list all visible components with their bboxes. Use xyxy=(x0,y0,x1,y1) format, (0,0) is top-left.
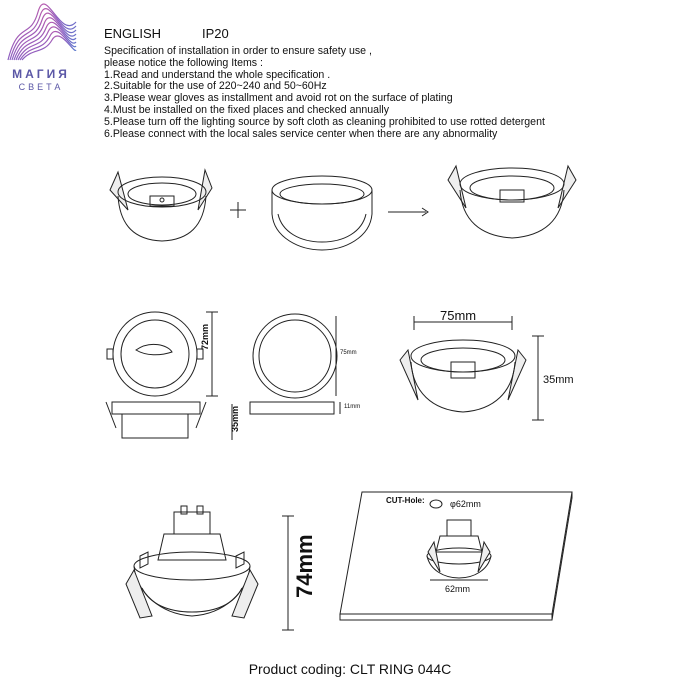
spec-line: Specification of installation in order to ensure safety use , xyxy=(104,45,372,57)
dim-depth-35: 35mm xyxy=(230,405,240,432)
ring-top-view xyxy=(250,314,340,414)
cut-hole-label: CUT-Hole: xyxy=(386,496,425,505)
cut-hole-panel xyxy=(340,492,572,620)
dim-height-72: 72mm xyxy=(200,323,210,350)
spec-line: please notice the following Items : xyxy=(104,56,263,69)
spec-line: 2.Suitable for the use of 220~240 and 50~60Hz xyxy=(104,80,327,93)
dim-depth-35-side: 35mm xyxy=(543,374,574,386)
spec-line: 6.Please connect with the local sales service center when there are any abnormality xyxy=(104,127,498,140)
housing-side-view xyxy=(106,402,232,440)
dim-width-75: 75mm xyxy=(440,308,477,323)
language-label: ENGLISH xyxy=(104,26,162,41)
cut-hole-diameter: φ62mm xyxy=(450,499,481,509)
spec-line: 5.Please turn off the lighting source by soft cloth as cleaning prohibited to use rotted detergent xyxy=(104,115,545,128)
logo-subtitle: СВЕТА xyxy=(18,82,64,92)
product-coding: Product coding: CLT RING 044C xyxy=(248,661,452,677)
arrow-symbol xyxy=(388,208,428,216)
lamp-holder-drawing xyxy=(126,506,294,630)
cut-hole-width: 62mm xyxy=(445,584,471,594)
spec-line: 1.Read and understand the whole specification . xyxy=(104,68,331,81)
dim-ring-11: 11mm xyxy=(344,404,361,410)
logo-wordmark: МАГИЯ xyxy=(12,67,70,81)
assembled-drawing xyxy=(448,166,576,238)
dim-ring-75: 75mm xyxy=(340,350,357,356)
assembly-housing-drawing xyxy=(110,170,212,241)
ip-rating: IP20 xyxy=(202,26,229,41)
plus-symbol xyxy=(230,202,246,218)
housing-dimension-view xyxy=(400,316,544,420)
dim-total-74: 74mm xyxy=(292,534,317,598)
spec-line: 4.Must be installed on the fixed places and checked annually xyxy=(104,103,390,116)
spec-line: 3.Please wear gloves as installment and avoid rot on the surface of plating xyxy=(104,92,453,105)
decor-ring-drawing xyxy=(272,176,372,250)
